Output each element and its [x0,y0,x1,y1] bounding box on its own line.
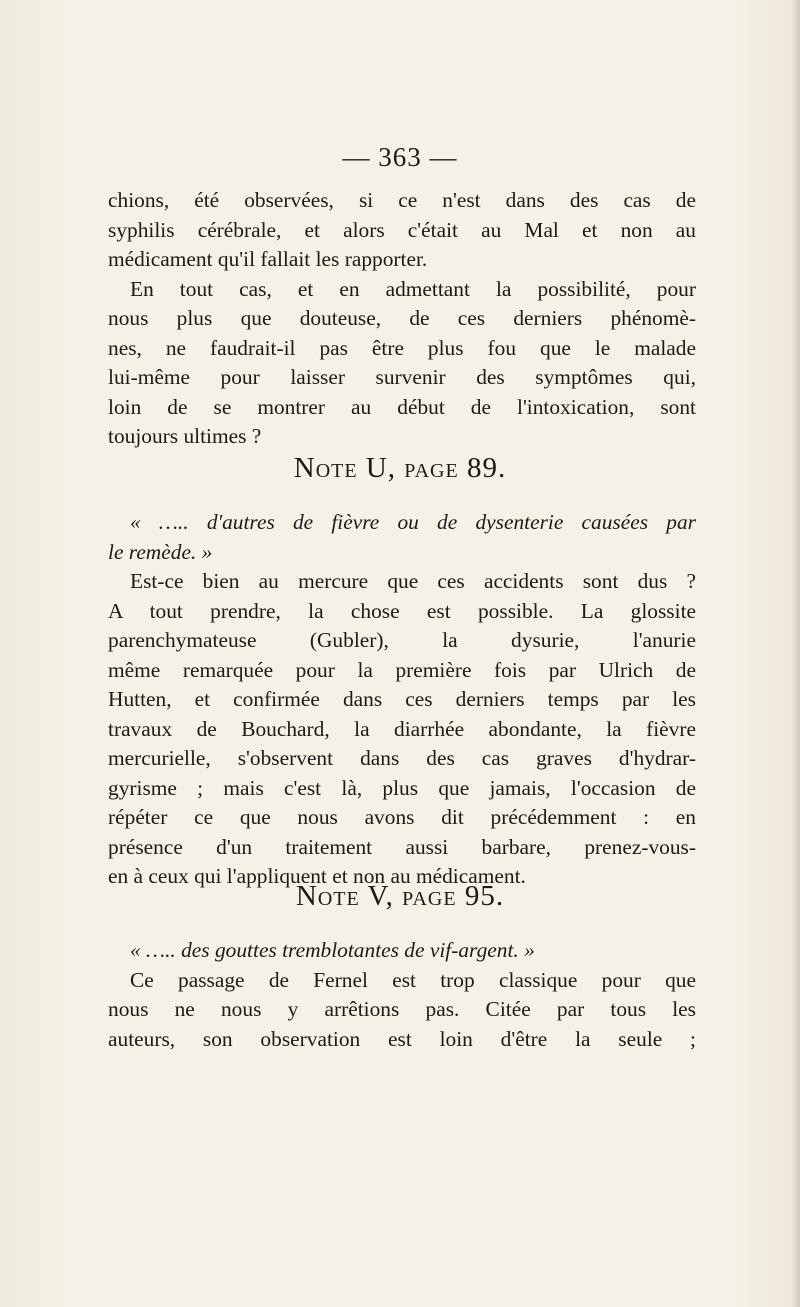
text-line: nous ne nous y arrêtions pas. Citée par tous les [108,997,696,1021]
text-line: parenchymateuse (Gubler), la dysurie, l'anurie [108,628,696,652]
page-edge-shadow [792,0,800,1307]
text-line: répéter ce que nous avons dit précédemment : en [108,805,696,829]
text-line: Ce passage de Fernel est trop classique pour que [130,967,696,992]
note-u-text [108,508,696,892]
text-line: Hutten, et confirmée dans ces derniers temps par les [108,687,696,711]
note-v-heading: Note V, page 95. [295,880,505,912]
note-u-heading: Note U, page 89. [293,452,507,484]
text-line: A tout prendre, la chose est possible. La glossite [108,598,696,623]
quote-line: « ….. d'autres de fièvre ou de dysenterie causées par [130,510,696,534]
quote-line: le remède. » [108,539,213,564]
text-line: syphilis cérébrale, et alors c'était au Mal et non au [108,217,696,242]
page-number: — 363 — [342,142,458,172]
text-line: auteurs, son observation est loin d'être la seule ; [108,1026,696,1051]
text-line: même remarquée pour la première fois par Ulrich de [108,657,696,682]
text-line: Est-ce bien au mercure que ces accidents sont dus ? [130,569,696,593]
text-line: loin de se montrer au début de l'intoxication, sont [108,394,696,419]
text-line: gyrisme ; mais c'est là, plus que jamais, l'occasion de [108,775,696,800]
paragraph-1 [108,186,696,452]
text-line: présence d'un traitement aussi barbare, prenez-vous- [108,834,696,859]
text-line: travaux de Bouchard, la diarrhée abondante, la fièvre [108,716,696,741]
text-line: médicament qu'il fallait les rapporter. [108,247,428,271]
text-line: en à ceux qui l'appliquent et non au médicament. [108,864,526,888]
text-line: toujours ultimes ? [108,424,262,448]
note-v-text [108,936,696,1054]
text-line: mercurielle, s'observent dans des cas graves d'hydrar- [108,746,696,770]
text-line: chions, été observées, si ce n'est dans des cas de [108,188,696,212]
text-line: nes, ne faudrait-il pas être plus fou que le malade [108,335,696,360]
text-line: lui-même pour laisser survenir des symptômes qui, [108,365,696,389]
text-line: nous plus que douteuse, de ces derniers phénomè- [108,306,696,330]
text-line: En tout cas, et en admettant la possibilité, pour [130,276,696,301]
quote-line: « ….. des gouttes tremblotantes de vif-argent. » [130,938,535,962]
